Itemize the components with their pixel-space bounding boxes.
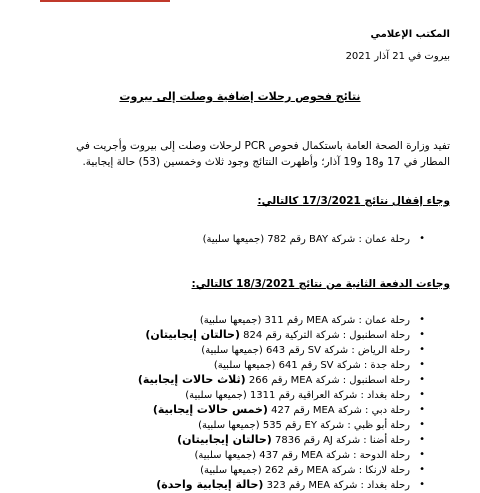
list-item-text: رحلة دبي : شركة MEA رقم 427 [267,405,410,416]
list-item-text: رحلة اسطنبول : شركة MEA رقم 266 [245,375,410,386]
list-item-result: (حالتان إيجابيتان) [145,328,240,341]
section2-heading-text: وجاءت الدفعة الثانية من نتائج 18/3/2021 كالتالي: [191,278,450,290]
intro-line-1: تفيد وزارة الصحة العامة باستكمال فحوص PCR لرحلات وصلت إلى بيروت وأجريت في [76,140,450,152]
office-label: المكتب الإعلامي [370,29,450,40]
list-item-result: (حالتان إيجابيتان) [177,433,272,446]
section1-heading-text: وجاء إقفال نتائج 17/3/2021 كالتالي: [257,195,450,207]
list-item-text: رحلة بغداد : شركة العراقية رقم 1311 (جميعها سلبية) [185,390,410,401]
list-item [138,388,410,403]
list-item [138,463,410,478]
list-item [138,373,410,388]
list-item-text: رحلة جدة : شركة SV رقم 641 (جميعها سلبية) [213,360,410,371]
document-title [0,90,480,103]
list-item [203,232,410,247]
header-red-line [40,0,170,2]
date-line: بيروت في 21 آذار 2021 [345,51,450,62]
list-item [138,313,410,328]
list-item-text: رحلة لارنكا : شركة MEA رقم 262 (جميعها سلبية) [200,465,410,476]
list-item-text: رحلة أبو ظبي : شركة EY رقم 535 (جميعها سلبية) [198,420,410,431]
list-item-text: رحلة بغداد : شركة MEA رقم 323 [263,480,410,491]
intro-line-2: المطار في 17 و18 و19 آذار؛ وأظهرت النتائج وجود ثلاث وخمسين (53) حالة إيجابية. [82,156,450,168]
document-title-text: نتائج فحوص رحلات إضافية وصلت إلى بيروت [119,90,361,103]
list-item [138,358,410,373]
list-item-text: رحلة اسطنبول : شركة التركية رقم 824 [239,330,410,341]
list-item [138,418,410,433]
list-item-text: رحلة الدوحة : شركة MEA رقم 437 (جميعها سلبية) [194,450,410,461]
list-item-result: (ثلاث حالات إيجابية) [137,373,246,386]
list-item-text: رحلة عمان : شركة BAY رقم 782 (جميعها سلبية) [202,234,410,245]
intro-paragraph [14,138,450,170]
section1-heading [257,195,450,207]
section2-heading [192,278,450,290]
list-item [138,478,410,493]
list-item-result: (خمس حالات إيجابية) [152,403,268,416]
list-item [138,343,410,358]
list-item-text: رحلة أضنا : شركة AJ رقم 7836 [271,435,410,446]
list-item [138,448,410,463]
list-item [138,433,410,448]
list-item [138,328,410,343]
list-item [138,403,410,418]
section1-list [203,232,410,247]
list-item-result: (حالة إيجابية واحدة) [156,478,264,491]
list-item-text: رحلة عمان : شركة MEA رقم 311 (جميعها سلبية) [199,315,410,326]
section2-list [138,313,410,493]
list-item-text: رحلة الرياض : شركة SV رقم 643 (جميعها سلبية) [201,345,410,356]
